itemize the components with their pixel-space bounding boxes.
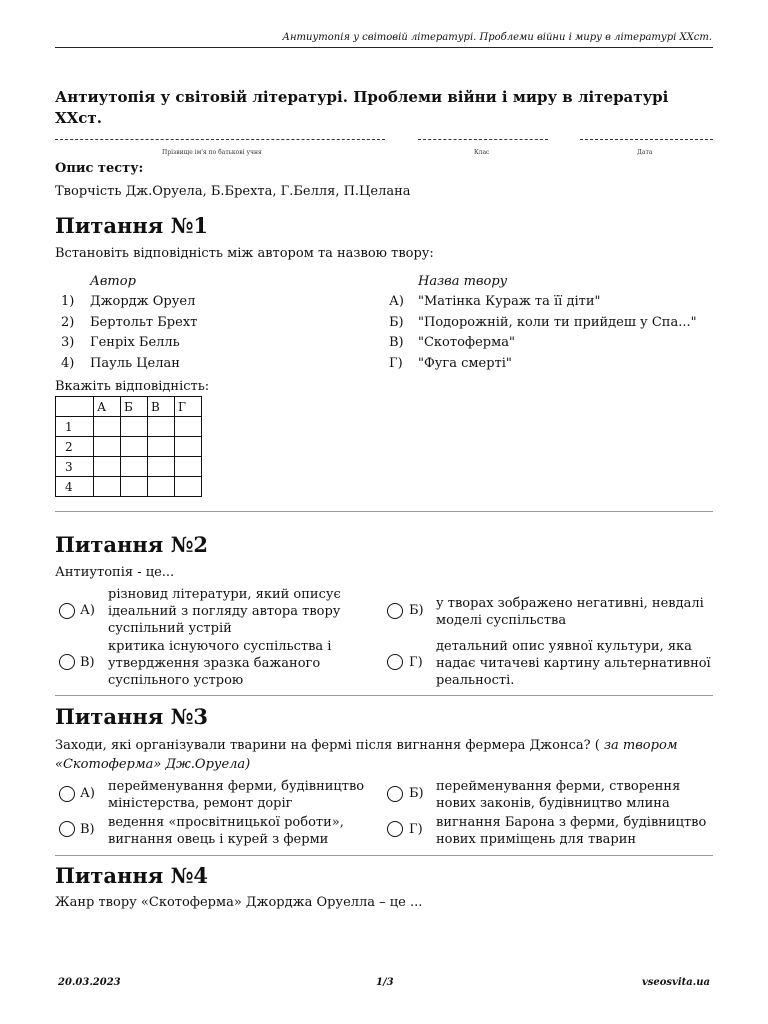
grid-answer-cell[interactable] <box>121 477 148 497</box>
column-header-author: Автор <box>90 274 136 289</box>
grid-answer-cell[interactable] <box>94 457 121 477</box>
option-line: перейменування ферми, будівництво <box>108 779 365 794</box>
author-number: 4) <box>61 356 75 371</box>
description-text: Творчість Дж.Оруела, Б.Брехта, Г.Белля, П.Целана <box>55 184 411 199</box>
grid-col-header: А <box>94 397 121 417</box>
grid-answer-cell[interactable] <box>121 437 148 457</box>
q2-option-c-text <box>108 638 331 689</box>
option-line: суспільний устрій <box>108 621 232 636</box>
work-letter: В) <box>389 335 404 350</box>
grid-answer-cell[interactable] <box>121 457 148 477</box>
grid-corner-cell <box>56 397 94 417</box>
option-line: ідеальний з погляду автора твору <box>108 604 341 619</box>
work-letter: А) <box>389 294 404 309</box>
q3-option-a-radio[interactable] <box>59 786 75 802</box>
grid-answer-cell[interactable] <box>148 417 175 437</box>
q2-option-b-radio[interactable] <box>387 603 403 619</box>
option-line: перейменування ферми, створення <box>436 779 681 794</box>
author-item: Пауль Целан <box>90 356 180 371</box>
work-item: "Скотоферма" <box>418 335 515 350</box>
option-line: міністерства, ремонт доріг <box>108 796 293 811</box>
author-item: Джордж Оруел <box>90 294 196 309</box>
option-line: детальний опис уявної культури, яка <box>436 639 692 654</box>
answer-grid-row <box>56 457 202 477</box>
question-2-prompt: Антиутопія - це... <box>55 565 175 580</box>
work-letter: Г) <box>389 356 403 371</box>
answer-grid-row <box>56 477 202 497</box>
answer-grid-row <box>56 417 202 437</box>
description-label: Опис тесту: <box>55 161 144 176</box>
question-4-title: Питання №4 <box>55 863 209 888</box>
grid-answer-cell[interactable] <box>148 457 175 477</box>
q2-option-d-text <box>436 638 711 689</box>
grid-col-header: Г <box>175 397 202 417</box>
prompt-source: за твором <box>603 738 678 753</box>
option-line: вигнання Барона з ферми, будівництво <box>436 815 707 830</box>
grid-row-header: 4 <box>56 477 94 497</box>
work-item: "Подорожній, коли ти прийдеш у Спа..." <box>418 315 697 330</box>
author-number: 2) <box>61 315 75 330</box>
footer-site: vseosvita.ua <box>641 977 710 988</box>
q3-option-d-text <box>436 814 706 848</box>
option-line: нових приміщень для тварин <box>436 832 637 847</box>
q3-option-d-letter: Г) <box>409 822 423 837</box>
answer-grid-header-row <box>56 397 202 417</box>
q3-option-c-text <box>108 814 344 848</box>
class-field-line[interactable] <box>418 139 548 140</box>
q2-option-c-radio[interactable] <box>59 654 75 670</box>
question-separator <box>55 695 713 696</box>
date-field-caption: Дата <box>637 149 653 156</box>
option-line: у творах зображено негативні, невдалі <box>436 596 704 611</box>
q3-option-b-radio[interactable] <box>387 786 403 802</box>
q3-option-a-text <box>108 778 364 812</box>
option-line: нових законів, будівництво млина <box>436 796 670 811</box>
option-line: суспільного устрою <box>108 673 244 688</box>
author-item: Генріх Белль <box>90 335 180 350</box>
class-field-caption: Клас <box>474 149 490 156</box>
question-separator <box>55 855 713 856</box>
running-header: Антиутопія у світовій літературі. Проблеми війни і миру в літературі XXст. <box>282 32 712 43</box>
option-line: критика існуючого суспільства і <box>108 639 332 654</box>
question-separator <box>55 511 713 512</box>
question-3-prompt <box>55 736 705 774</box>
work-item: "Фуга смерті" <box>418 356 512 371</box>
answer-grid-label: Вкажіть відповідність: <box>55 379 210 394</box>
grid-row-header: 3 <box>56 457 94 477</box>
option-line: різновид літератури, який описує <box>108 587 341 602</box>
question-2-title: Питання №2 <box>55 532 209 557</box>
option-line: утвердження зразка бажаного <box>108 656 321 671</box>
name-field-caption: Прізвище ім'я по батькові учня <box>162 149 262 156</box>
grid-answer-cell[interactable] <box>148 477 175 497</box>
q2-option-a-radio[interactable] <box>59 603 75 619</box>
name-field-line[interactable] <box>55 139 385 140</box>
answer-grid <box>55 396 202 497</box>
document-title: Антиутопія у світовій літературі. Проблеми війни і миру в літературі XXст. <box>55 88 669 127</box>
grid-answer-cell[interactable] <box>175 437 202 457</box>
grid-answer-cell[interactable] <box>175 457 202 477</box>
q3-option-c-letter: В) <box>80 822 95 837</box>
grid-col-header: Б <box>121 397 148 417</box>
grid-answer-cell[interactable] <box>94 417 121 437</box>
work-item: "Матінка Кураж та її діти" <box>418 294 601 309</box>
header-rule <box>55 47 713 48</box>
question-1-prompt: Встановіть відповідність між автором та назвою твору: <box>55 246 434 261</box>
option-line: вигнання овець і курей з ферми <box>108 832 329 847</box>
grid-answer-cell[interactable] <box>175 417 202 437</box>
grid-answer-cell[interactable] <box>148 437 175 457</box>
option-line: реальності. <box>436 673 515 688</box>
grid-col-header: В <box>148 397 175 417</box>
q3-option-b-text <box>436 778 680 812</box>
answer-grid-row <box>56 437 202 457</box>
q3-option-b-letter: Б) <box>409 786 424 801</box>
prompt-source-line: «Скотоферма» Дж.Оруела) <box>55 757 251 772</box>
prompt-line-1 <box>55 736 705 755</box>
footer-page-number: 1/3 <box>376 977 394 988</box>
q2-option-b-letter: Б) <box>409 603 424 618</box>
q2-option-a-text <box>108 586 341 637</box>
q2-option-b-text <box>436 595 704 629</box>
q2-option-a-letter: А) <box>80 603 95 618</box>
author-number: 3) <box>61 335 75 350</box>
q3-option-c-radio[interactable] <box>59 821 75 837</box>
question-1-title: Питання №1 <box>55 213 209 238</box>
option-line: моделі суспільства <box>436 613 567 628</box>
option-line: ведення «просвітницької роботи», <box>108 815 344 830</box>
grid-row-header: 1 <box>56 417 94 437</box>
grid-row-header: 2 <box>56 437 94 457</box>
author-item: Бертольт Брехт <box>90 315 198 330</box>
grid-answer-cell[interactable] <box>121 417 148 437</box>
q2-option-d-radio[interactable] <box>387 654 403 670</box>
q3-option-d-radio[interactable] <box>387 821 403 837</box>
option-line: надає читачеві картину альтернативної <box>436 656 711 671</box>
q2-option-d-letter: Г) <box>409 655 423 670</box>
date-field-line[interactable] <box>580 139 713 140</box>
grid-answer-cell[interactable] <box>94 437 121 457</box>
q3-option-a-letter: А) <box>80 786 95 801</box>
footer-date: 20.03.2023 <box>58 977 121 988</box>
work-letter: Б) <box>389 315 404 330</box>
question-3-title: Питання №3 <box>55 704 209 729</box>
prompt-main: Заходи, які організували тварини на фермі після вигнання фермера Джонса? ( <box>55 738 600 753</box>
grid-answer-cell[interactable] <box>94 477 121 497</box>
grid-answer-cell[interactable] <box>175 477 202 497</box>
question-4-prompt: Жанр твору «Скотоферма» Джорджа Оруелла – це ... <box>55 895 423 910</box>
column-header-work: Назва твору <box>418 274 508 289</box>
q2-option-c-letter: В) <box>80 655 95 670</box>
author-number: 1) <box>61 294 75 309</box>
